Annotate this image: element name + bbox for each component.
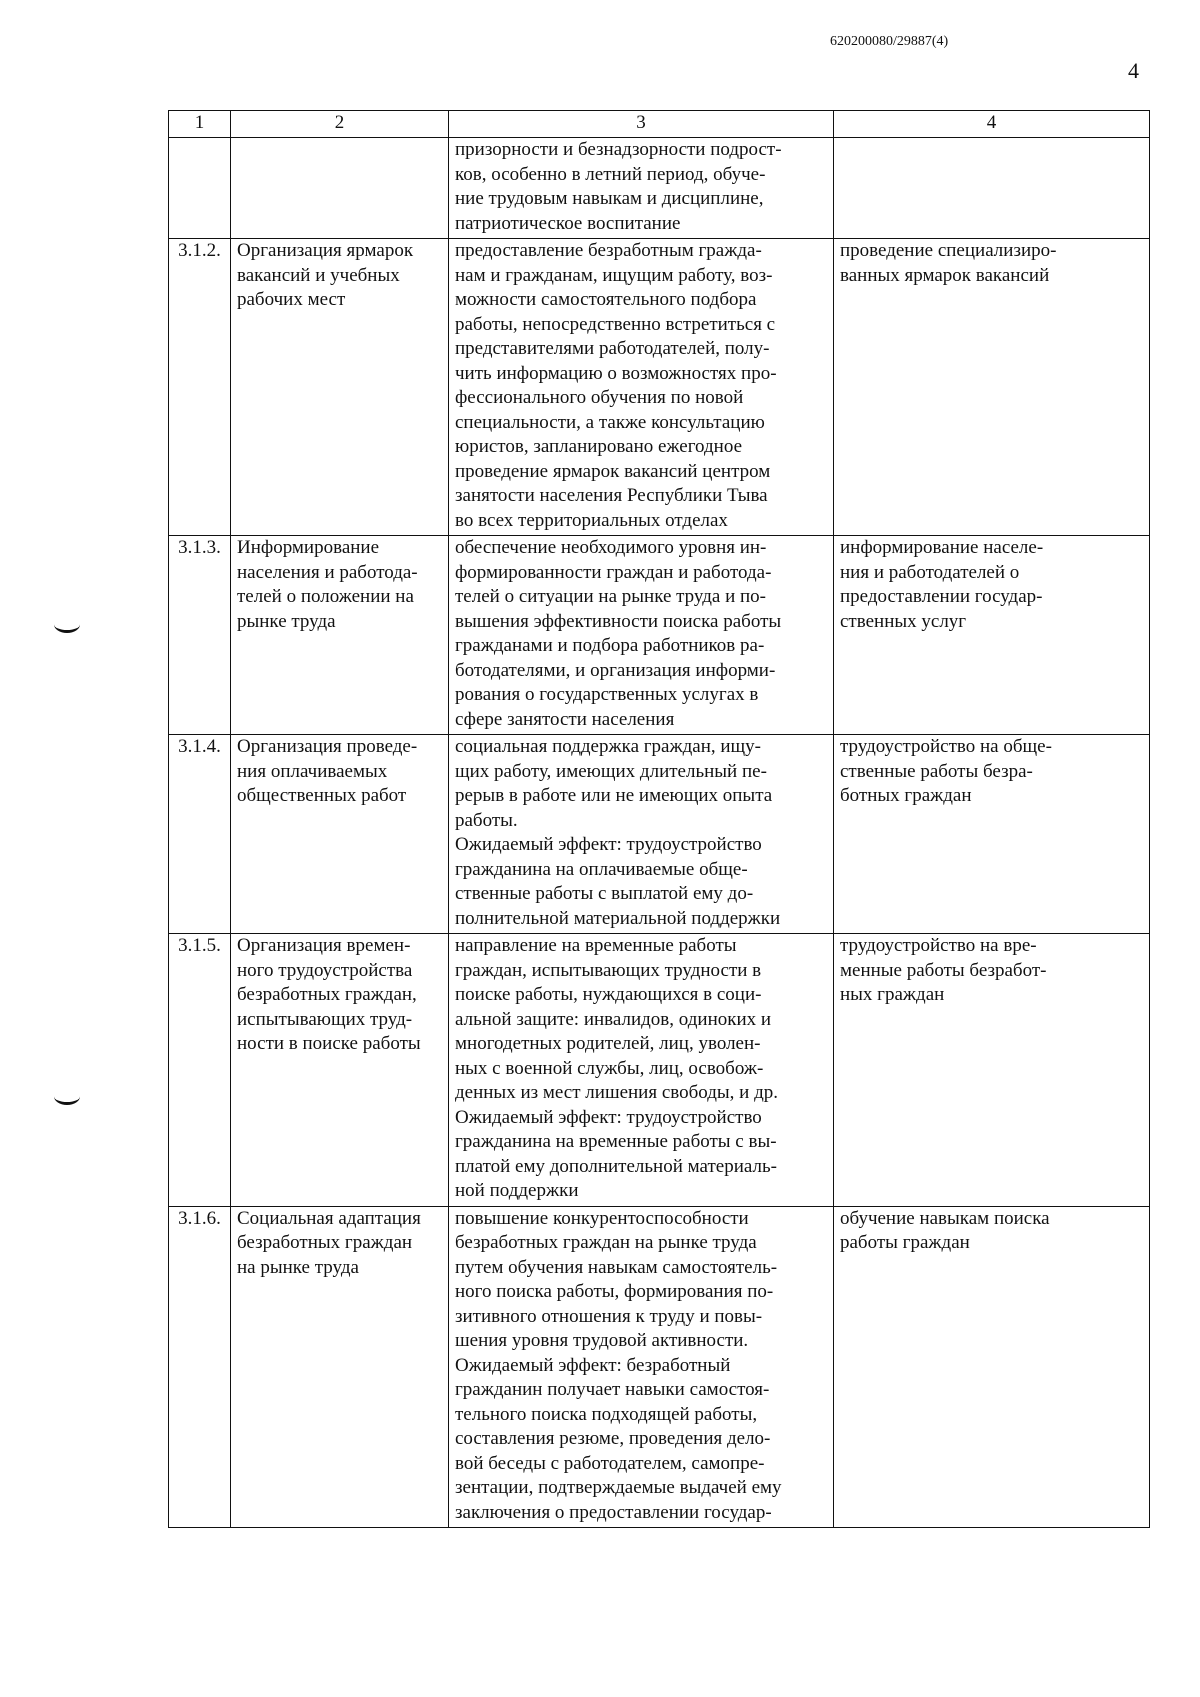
measure-description-line: граждан, испытывающих трудности в bbox=[455, 959, 762, 981]
measure-description-line: многодетных родителей, лиц, уволен- bbox=[455, 1033, 761, 1054]
measure-name-line: ности в поиске работы bbox=[237, 1033, 421, 1054]
measure-name-line: ния оплачиваемых bbox=[237, 760, 388, 782]
row-number bbox=[169, 138, 231, 239]
measure-description-line: ного поиска работы, формирования по- bbox=[455, 1281, 774, 1302]
table-row bbox=[169, 1206, 1150, 1528]
measure-description bbox=[449, 735, 834, 934]
measure-description-line: можности самостоятельного подбора bbox=[455, 289, 757, 310]
measure-description bbox=[449, 934, 834, 1207]
table-row bbox=[169, 239, 1150, 536]
measure-description-line: гражданина на временные работы с вы- bbox=[455, 1131, 777, 1152]
expected-result bbox=[834, 536, 1150, 735]
header-col-2: 2 bbox=[231, 111, 449, 138]
measure-description-line: безработных граждан на рынке труда bbox=[455, 1232, 757, 1253]
measure-description-line: шения уровня трудовой активности. bbox=[455, 1330, 749, 1351]
measure-description-line: поиске работы, нуждающихся в соци- bbox=[455, 984, 762, 1005]
measure-description-line: составления резюме, проведения дело- bbox=[455, 1428, 771, 1449]
measure-description-line: ственные работы с выплатой ему до- bbox=[455, 883, 754, 904]
table-row bbox=[169, 138, 1150, 239]
measure-description-line: работы. bbox=[455, 809, 518, 831]
measure-description-line: гражданин получает навыки самостоя- bbox=[455, 1379, 770, 1400]
measure-description-line: работы, непосредственно встретиться с bbox=[455, 313, 776, 335]
measure-name-line: ного трудоустройства bbox=[237, 959, 413, 981]
expected-result-line: информирование населе- bbox=[840, 537, 1044, 558]
row-number: 3.1.4. bbox=[169, 735, 231, 934]
measure-name bbox=[231, 239, 449, 536]
measure-description-line: юристов, запланировано ежегодное bbox=[455, 436, 743, 457]
header-row bbox=[169, 111, 1150, 138]
measure-description-line: заключения о предоставлении государ- bbox=[455, 1501, 772, 1523]
measure-description-line: представителями работодателей, полу- bbox=[455, 338, 770, 359]
measure-name-line: рабочих мест bbox=[237, 289, 346, 310]
expected-result-line: менные работы безработ- bbox=[840, 959, 1047, 981]
measure-name-line: телей о положении на bbox=[237, 586, 414, 607]
expected-result-line: проведение специализиро- bbox=[840, 240, 1057, 261]
measure-description bbox=[449, 239, 834, 536]
measure-description-line: зентации, подтверждаемые выдачей ему bbox=[455, 1477, 782, 1498]
measure-description-line: ной поддержки bbox=[455, 1180, 579, 1201]
expected-result-line: работы граждан bbox=[840, 1232, 970, 1253]
measure-description bbox=[449, 536, 834, 735]
measure-name bbox=[231, 536, 449, 735]
measure-description bbox=[449, 1206, 834, 1528]
measure-name-line: испытывающих труд- bbox=[237, 1008, 413, 1030]
expected-result-line: ботных граждан bbox=[840, 785, 972, 806]
measure-name-line: на рынке труда bbox=[237, 1256, 359, 1278]
measure-description-line: чить информацию о возможностях про- bbox=[455, 362, 777, 384]
measure-description-line: денных из мест лишения свободы, и др. bbox=[455, 1082, 778, 1103]
expected-result-line: обучение навыкам поиска bbox=[840, 1207, 1050, 1229]
header-col-4: 4 bbox=[834, 111, 1150, 138]
measure-description-line: рования о государственных услугах в bbox=[455, 684, 759, 705]
measure-description-line: фессионального обучения по новой bbox=[455, 387, 744, 408]
measure-name-line: Организация времен- bbox=[237, 935, 411, 956]
measure-description-line: сфере занятости населения bbox=[455, 708, 675, 730]
expected-result-line: ных граждан bbox=[840, 984, 945, 1005]
measure-description-line: рерыв в работе или не имеющих опыта bbox=[455, 785, 773, 806]
measure-name bbox=[231, 138, 449, 239]
measure-description-line: Ожидаемый эффект: трудоустройство bbox=[455, 1106, 762, 1128]
measure-name-line: Информирование bbox=[237, 537, 380, 558]
measure-name-line: безработных граждан, bbox=[237, 984, 417, 1005]
measure-description bbox=[449, 138, 834, 239]
expected-result-line: предоставлении государ- bbox=[840, 586, 1043, 607]
expected-result bbox=[834, 1206, 1150, 1528]
row-number: 3.1.5. bbox=[169, 934, 231, 1207]
measure-description-line: ных с военной службы, лиц, освобож- bbox=[455, 1057, 764, 1079]
measure-description-line: путем обучения навыкам самостоятель- bbox=[455, 1256, 778, 1278]
measure-description-line: платой ему дополнительной материаль- bbox=[455, 1155, 777, 1177]
expected-result bbox=[834, 239, 1150, 536]
table-row bbox=[169, 735, 1150, 934]
measure-name-line: Организация проведе- bbox=[237, 736, 418, 757]
measure-description-line: Ожидаемый эффект: трудоустройство bbox=[455, 834, 762, 855]
measure-description-line: ков, особенно в летний период, обуче- bbox=[455, 163, 766, 185]
measure-description-line: тельного поиска подходящей работы, bbox=[455, 1403, 758, 1425]
measure-description-line: повышение конкурентоспособности bbox=[455, 1207, 749, 1229]
measure-description-line: предоставление безработным гражда- bbox=[455, 240, 762, 261]
measure-name-line: рынке труда bbox=[237, 610, 336, 632]
measure-description-line: обеспечение необходимого уровня ин- bbox=[455, 537, 767, 558]
measure-description-line: зитивного отношения к труду и повы- bbox=[455, 1305, 763, 1327]
measure-description-line: направление на временные работы bbox=[455, 935, 737, 956]
measure-name-line: Организация ярмарок bbox=[237, 240, 414, 261]
measure-description-line: проведение ярмарок вакансий центром bbox=[455, 460, 771, 482]
measures-table bbox=[168, 110, 1150, 1528]
measure-name bbox=[231, 735, 449, 934]
measure-description-line: ботодателями, и организация информи- bbox=[455, 659, 776, 681]
measure-description-line: полнительной материальной поддержки bbox=[455, 907, 781, 929]
expected-result-line: ственные работы безра- bbox=[840, 760, 1033, 782]
expected-result-line: трудоустройство на обще- bbox=[840, 736, 1052, 757]
measure-name bbox=[231, 934, 449, 1207]
measure-description-line: гражданина на оплачиваемые обще- bbox=[455, 858, 748, 880]
header-col-1: 1 bbox=[169, 111, 231, 138]
measure-description-line: ние трудовым навыкам и дисциплине, bbox=[455, 188, 764, 209]
measure-name-line: вакансий и учебных bbox=[237, 264, 400, 286]
measure-description-line: специальности, а также консультацию bbox=[455, 411, 765, 433]
measure-description-line: альной защите: инвалидов, одиноких и bbox=[455, 1008, 772, 1030]
expected-result bbox=[834, 735, 1150, 934]
measure-description-line: занятости населения Республики Тыва bbox=[455, 485, 768, 506]
measure-name bbox=[231, 1206, 449, 1528]
measure-description-line: телей о ситуации на рынке труда и по- bbox=[455, 586, 766, 607]
header-col-3: 3 bbox=[449, 111, 834, 138]
measure-description-line: гражданами и подбора работников ра- bbox=[455, 635, 765, 656]
table-row bbox=[169, 536, 1150, 735]
expected-result bbox=[834, 934, 1150, 1207]
row-number: 3.1.3. bbox=[169, 536, 231, 735]
measure-description-line: социальная поддержка граждан, ищу- bbox=[455, 736, 761, 757]
expected-result-line: ственных услуг bbox=[840, 610, 967, 632]
document-id: 620200080/29887(4) bbox=[830, 34, 949, 49]
binding-hole-mark bbox=[54, 1088, 80, 1105]
expected-result bbox=[834, 138, 1150, 239]
measure-name-line: безработных граждан bbox=[237, 1232, 413, 1253]
measure-description-line: Ожидаемый эффект: безработный bbox=[455, 1354, 731, 1376]
expected-result-line: ванных ярмарок вакансий bbox=[840, 264, 1050, 286]
expected-result-line: ния и работодателей о bbox=[840, 561, 1020, 583]
row-number: 3.1.6. bbox=[169, 1206, 231, 1528]
measure-description-line: вышения эффективности поиска работы bbox=[455, 610, 782, 632]
measure-description-line: щих работу, имеющих длительный пе- bbox=[455, 760, 767, 782]
measure-description-line: призорности и безнадзорности подрост- bbox=[455, 139, 782, 160]
measure-name-line: общественных работ bbox=[237, 785, 407, 806]
measure-name-line: населения и работода- bbox=[237, 561, 418, 583]
row-number: 3.1.2. bbox=[169, 239, 231, 536]
measure-name-line: Социальная адаптация bbox=[237, 1207, 421, 1229]
measure-description-line: формированности граждан и работода- bbox=[455, 561, 772, 583]
table-row bbox=[169, 934, 1150, 1207]
binding-hole-mark bbox=[54, 616, 80, 633]
measure-description-line: вой беседы с работодателем, самопре- bbox=[455, 1452, 765, 1474]
measure-description-line: нам и гражданам, ищущим работу, воз- bbox=[455, 264, 773, 286]
page-number: 4 bbox=[1128, 58, 1139, 83]
measure-description-line: во всех территориальных отделах bbox=[455, 509, 728, 531]
measure-description-line: патриотическое воспитание bbox=[455, 212, 681, 234]
expected-result-line: трудоустройство на вре- bbox=[840, 935, 1037, 956]
